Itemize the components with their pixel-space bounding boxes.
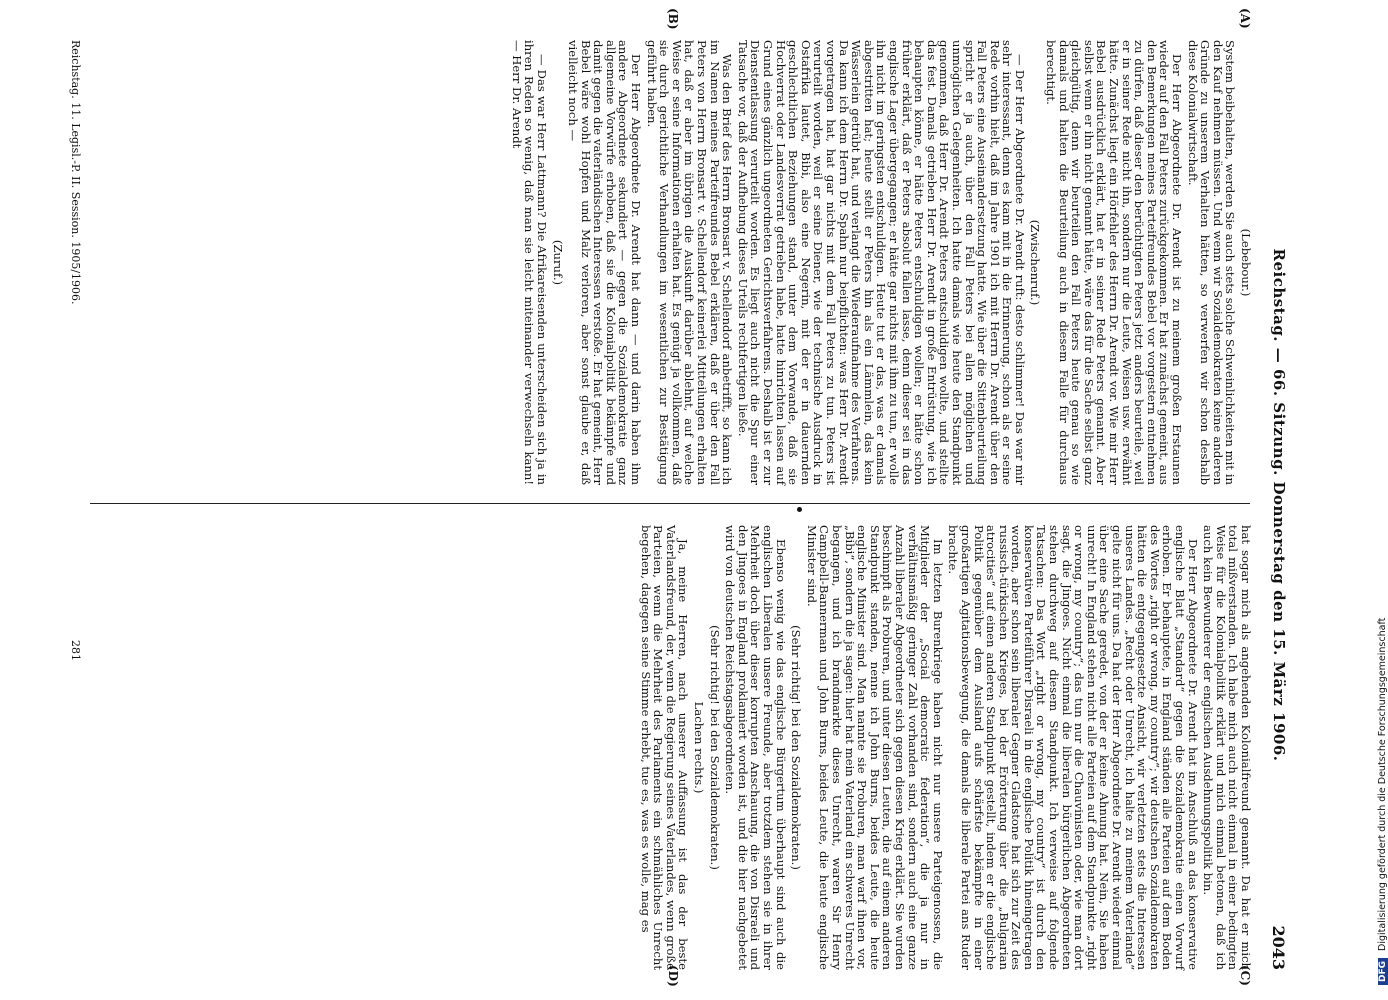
dfg-logo-icon: DFG — [1378, 958, 1388, 985]
interjection: Lachen rechts.) — [692, 701, 707, 794]
page-title: Reichstag. — 66. Sitzung. Donnerstag den 15. März 1906. — [1270, 248, 1288, 762]
interjection: (Sehr richtig! bei den Sozialdemokraten.) — [707, 625, 722, 870]
interjection: (Zuruf.) — [550, 239, 565, 286]
scan-speck — [797, 507, 802, 512]
margin-marker-a: (A) — [1238, 8, 1252, 29]
margin-marker-b: (B) — [666, 8, 680, 30]
funding-credit: Digitalisierung gefördert durch die Deutsche Forschungsgemeinschaft — [1377, 617, 1388, 951]
paragraph: — Das war Herr Lattmann? Die Afrikareisenden unterscheiden sich ja in ihren Reden so wenig, daß man sie leicht miteinander verwechseln kann! — Herr Dr. Arendt — [509, 40, 549, 485]
interjection: (Zwischenruf.) — [1028, 219, 1043, 306]
page-number: 2043 — [1269, 925, 1288, 970]
paragraph: Der Herr Abgeordnete Dr. Arendt hat im Anschluß an das konservative englische Blatt „Standard“ gegen die Sozialdemokratie einen Vorwurf erhoben. Er behauptete, in England ständen alle Parteien auf dem Boden des Wortes „right or wrong, my country“; wir deutschen Sozialdemokraten hätten die entgegengesetzte Ansicht, wir verletzten stets die Interessen unseres Landes. „Recht oder Unrecht, ich halte zu meinem Vaterlande“ gelte nicht für uns. Da hat der Herr Abgeordnete Dr. Arendt wieder einmal über eine Sache geredet, von der er keine Ahnung hat. Nein, Sie haben unrecht! In England stehen nicht alle Parteien auf dem Standpunkte „right or wrong, my country“; das tun nur die Chauvinisten oder, wie man dort sagt, die Jingoes. Nicht einmal die liberalen bürgerlichen Abgeordneten stehen durchweg auf diesem Standpunkt. Ich verweise auf folgende Tatsachen: Das Wort „right or wrong, my country“ ist durch den konservativen Parteiführer Disraeli in die englische Politik hineingetragen worden, aber schon sein liberaler Gegner Gladstone hat sich zur Zeit des russisch-türkischen Krieges, bei der Erörterung über die „Bulgarian atrocities“ auf einen anderen Standpunkt gestellt, indem er die englische Politik gegenüber dem Ausland aufs schärfste bekämpfte in einer großartigen Agitationsbewegung, die damals die liberale Partei ans Ruder brachte. — [946, 525, 1200, 970]
funding-sidebar — [1355, 0, 1388, 1000]
margin-marker-c: (C) — [1238, 965, 1252, 986]
interjection: (Sehr richtig! bei den Sozialdemokraten.) — [789, 625, 804, 870]
paragraph: Der Herr Abgeordnete Dr. Arendt hat dann — und darin haben ihm andere Abgeordnete sekundiert — gegen die Sozialdemokratie ganz allgemeine Vorwürfe erhoben, daß sie die Kolonialpolitik bekämpfe und damit gegen die vaterländischen Interessen verstoße. Er hat gemeint, Herr Bebel wäre wohl Hopfen und Malz verloren, aber sonst glaube er, daß vielleicht noch — — [566, 40, 644, 485]
paragraph: System beibehalten, werden Sie auch stets solche Schweinlichkeiten mit in den Kauf nehmen müssen. Und wenn wir Sozialdemokraten keine anderen Gründe zu unserem Verhalten hätten, so verwerfen wir schon deshalb diese Kolonialwirtschaft. — [1185, 40, 1238, 485]
paragraph: Ja, meine Herren, nach unserer Auffassung ist das der beste Vaterlandsfreund, der, wenn die Regierung seines Vaterlandes, wenn große Parteien, wenn die Mehrheit des Parlaments ein schmähliches Unrecht begehen, dagegen seine Stimme erhebt, tue es, was es wolle, mag es — [638, 525, 691, 970]
paragraph: — Der Herr Abgeordnete Dr. Arendt ruft: desto schlimmer! Das war mir sehr interessant, denn es kam mit in die Erinnerung, schon als er seine Rede vorhin hielt, daß im Jahre 1901 ich mit Herrn Dr. Arendt über den Fall Peters eine Auseinandersetzung hatte. Wie über die Sittenbeurteilung spricht er ja auch, über den Fall Peters bei allen möglichen und unmöglichen Gelegenheiten. Ich hatte damals wie heute den Standpunkt genommen, daß Herr Dr. Arendt Peters entschuldigen wollte, und stellte das fest. Damals getrieben Herr Dr. Arendt in große Entrüstung, wie ich behaupten könne, er hätte Peters entschuldigen wollen; er hätte schon früher erklärt, daß er Peters absolut fallen lasse, denn dieser sei in das englische Lager übergegangen; er hätte gar nichts mit ihm zu tun, er wolle ihn nicht im geringsten entschuldigen. Heute tut er das, was er damals abgestritten hat; heute stellt er Peters hin als ein Lämmlein, das kein Wässerlein getrübt hat, und verlangt die Wiederaufnahme des Verfahrens. Da kann ich dem Herrn Dr. Spahn nur beipflichten: was Herr Dr. Arendt vorgetragen hat, hat gar nichts mit dem Fall Peters zu tun. Peters ist verurteilt worden, weil er seine Diener, wie der technische Ausdruck in Ostafrika lautet, Bibi, also eine Negerin, mit der er in dauernden geschlechtlichen Beziehungen stand, unter dem Vorwande, daß sie Hochverrat oder Landesverrat getrieben habe, hatte hinrichten lassen auf Grund eines gänzlich ungeordneten Gerichtsverfahrens. Deshalb ist er zur Dienstentlassung verurteilt worden. Es liegt auch nicht die Spur einer Tatsache vor, daß der Aufhebung dieses Urteils rechtfertigen ließe. — [735, 40, 1027, 485]
paragraph: hat sogar mich als angehenden Kolonialfreund genannt. Da hat er mich total mißverstanden. Ich habe mich auch nicht einmal in einer bedingten Weise für die Kolonialpolitik erklärt und mich einmal betonen, daß ich auch kein Bewunderer der englischen Ausdehnungspolitik bin. — [1201, 525, 1253, 970]
right-column — [87, 525, 1252, 970]
footer-session: Reichstag. 11. Legisl.-P. II. Session. 1905/1906. — [69, 40, 82, 305]
page-header — [1258, 40, 1288, 970]
margin-marker-d: (D) — [666, 965, 680, 987]
paragraph: Im letzten Burenkriege haben nicht nur unsere Parteigenossen, die Mitglieder der „Social democratic federation“, die ja nur in verhältnismäßig geringer Zahl vorhanden sind, sondern auch eine ganze Anzahl liberaler Abgeordneter sich gegen diesen Krieg erklärt. Sie wurden beschimpft als Proburen, und unter diesen Leuten, die auf einem anderen Standpunkt standen, nenne ich John Burns, beides Leute, die heute englische Minister sind. Man nannte sie Proburen, man warf ihnen vor, „Bibi“, sondern die ja sagen: hier hat mein Vaterland ein schweres Unrecht begangen, und ich brandmarkte dieses Unrecht, waren Sir Henry Campbell-Bannerman und John Burns, beides Leute, die heute englische Minister sind. — [804, 525, 945, 970]
paragraph: Der Herr Abgeordnete Dr. Arendt ist zu meinem großen Erstaunen wieder auf den Fall Peters zurückgekommen. Er hat zunächst gemeint, aus den Bemerkungen meines Parteifreundes Bebel vor vorgestern entnehmen zu dürfen, daß dieser den berüchtigten Peters jetzt anders beurteile, weil er in seiner Rede nicht ihn, sondern nur die Leute, Weisen usw. erwähnt hätte. Zunächst liegt ein Hörfehler des Herrn Dr. Arendt vor. Wie mir Herr Bebel ausdrücklich erklärt, hat er in seiner Rede Peters genannt. Aber selbst wenn er ihn nicht genannt hätte, wäre das für die Sache selbst ganz gleichgültig, denn wir beurteilen den Fall Peters heute genau so wie damals und halten die Beurteilung auch in diesem Falle für durchaus berechtigt. — [1044, 40, 1185, 485]
column-divider — [90, 503, 1250, 504]
speaker-tag: (Lebebour.) — [1239, 228, 1253, 297]
paragraph: Was den Brief des Herrn Bronsart v. Schellendorf anbetrifft, so kann ich im Namen meines Parteifreundes Bebel erklären, daß er über den Fall Peters von Herrn Bronsart v. Schellendorf keinerlei Mitteilungen erhalten hat, daß er aber im übrigen die Auskunft darüber ablehnt, auf welche Weise er seine Informationen erhalten hat. Es genügt ja vollkommen, daß sie durch gerichtliche Verhandlungen im wesentlichen zur Bestätigung geführt haben. — [644, 40, 735, 485]
left-column — [87, 40, 1252, 485]
paragraph: Ebenso wenig wie das englische Bürgertum überhaupt sind auch die englischen Liberalen unsere Freunde, aber trotzdem stehen sie in ihrer Mehrheit doch über dieser korrupten Anschauung, die von Disraeli und den Jingoes in England proklamiert worden ist, und die hier nachgebetet wird von deutschen Reichstagsabgeordneten. — [723, 525, 788, 970]
footer-signature: 281 — [69, 640, 82, 661]
